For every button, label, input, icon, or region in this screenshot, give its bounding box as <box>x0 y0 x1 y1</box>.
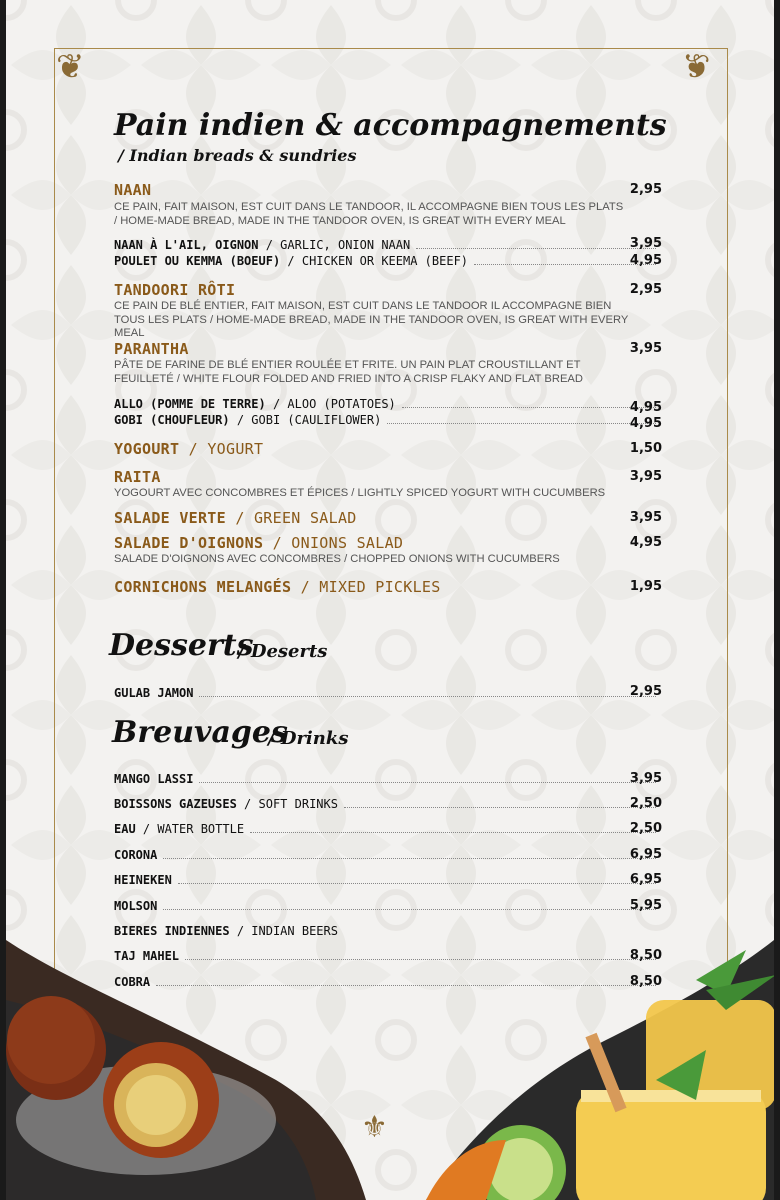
desc-tandoori-roti: CE PAIN DE BLÉ ENTIER, FAIT MAISON, EST CUIT DANS LE TANDOOR IL ACCOMPAGNE BIEN TOUS LES PLATS / HOME-MADE BREAD, MADE IN THE TANDOOR OVEN, IS GREAT WITH EVERY MEAL <box>114 300 629 339</box>
price-heineken: 6,95 <box>629 872 662 887</box>
item-water: EAU / WATER BOTTLE <box>114 822 662 836</box>
price-gulab-jamon: 2,95 <box>629 684 662 699</box>
item-raita: RAITA <box>114 468 161 486</box>
price-parantha-aloo: 4,95 <box>629 400 662 415</box>
item-gulab-jamon: GULAB JAMON <box>114 686 662 700</box>
price-salade-verte: 3,95 <box>629 510 662 525</box>
item-tandoori-roti: TANDOORI RÔTI <box>114 281 236 299</box>
section-subtitle-drinks: / Drinks <box>268 728 349 749</box>
item-parantha-aloo: ALLO (POMME DE TERRE) / ALOO (POTATOES) <box>114 397 662 411</box>
food-photo-area <box>6 940 774 1200</box>
item-salade-verte: SALADE VERTE / GREEN SALAD <box>114 509 357 527</box>
item-indian-beers-heading: BIERES INDIENNES / INDIAN BEERS <box>114 924 338 938</box>
item-yogourt: YOGOURT / YOGURT <box>114 440 264 458</box>
menu-page <box>6 0 774 1200</box>
item-naan-chicken: POULET OU KEMMA (BOEUF) / CHICKEN OR KEEMA (BEEF) <box>114 254 662 268</box>
price-water: 2,50 <box>629 821 662 836</box>
item-mango-lassi: MANGO LASSI <box>114 772 662 786</box>
desc-naan: CE PAIN, FAIT MAISON, EST CUIT DANS LE TANDOOR, IL ACCOMPAGNE BIEN TOUS LES PLATS / HOME-MADE BREAD, MADE IN THE TANDOOR OVEN, IS GREAT WITH EVERY MEAL <box>114 201 624 227</box>
item-molson: MOLSON <box>114 899 662 913</box>
fleur-ornament-icon: ⚜ <box>361 1110 388 1145</box>
price-soft-drinks: 2,50 <box>629 796 662 811</box>
price-salade-oignons: 4,95 <box>629 535 662 550</box>
item-parantha-gobi: GOBI (CHOUFLEUR) / GOBI (CAULIFLOWER) <box>114 413 662 427</box>
price-cobra: 8,50 <box>629 974 662 989</box>
item-cornichons: CORNICHONS MELANGÉS / MIXED PICKLES <box>114 578 441 596</box>
price-cornichons: 1,95 <box>629 579 662 594</box>
item-naan: NAAN <box>114 181 152 199</box>
item-cobra: COBRA <box>114 975 662 989</box>
section-subtitle-desserts: / Deserts <box>238 641 328 662</box>
item-parantha: PARANTHA <box>114 340 189 358</box>
price-mango-lassi: 3,95 <box>629 771 662 786</box>
section-title-drinks: Breuvages <box>112 715 288 750</box>
desc-salade-oignons: SALADE D'OIGNONS AVEC CONCOMBRES / CHOPPED ONIONS WITH CUCUMBERS <box>114 553 560 565</box>
item-soft-drinks: BOISSONS GAZEUSES / SOFT DRINKS <box>114 797 662 811</box>
corner-ornament-icon: ❦ <box>682 47 711 87</box>
price-parantha-gobi: 4,95 <box>629 416 662 431</box>
item-heineken: HEINEKEN <box>114 873 662 887</box>
price-yogourt: 1,50 <box>629 441 662 456</box>
price-taj-mahel: 8,50 <box>629 948 662 963</box>
section-subtitle-breads: / Indian breads & sundries <box>118 146 357 165</box>
desc-raita: YOGOURT AVEC CONCOMBRES ET ÉPICES / LIGHTLY SPICED YOGURT WITH CUCUMBERS <box>114 487 606 499</box>
price-parantha: 3,95 <box>629 341 662 356</box>
price-corona: 6,95 <box>629 847 662 862</box>
desc-parantha: PÂTE DE FARINE DE BLÉ ENTIER ROULÉE ET FRITE. UN PAIN PLAT CROUSTILLANT ET FEUILLETÉ / WHITE FLOUR FOLDED AND FRIED INTO A CRISP FLAKY AND FLAT BREAD <box>114 359 583 385</box>
price-raita: 3,95 <box>629 469 662 484</box>
section-title-desserts: Desserts <box>109 628 254 663</box>
section-title-breads: Pain indien & accompagnements <box>114 108 667 143</box>
item-corona: CORONA <box>114 848 662 862</box>
price-molson: 5,95 <box>629 898 662 913</box>
price-naan-garlic: 3,95 <box>629 236 662 251</box>
price-tandoori-roti: 2,95 <box>629 282 662 297</box>
corner-ornament-icon: ❦ <box>56 47 85 87</box>
item-taj-mahel: TAJ MAHEL <box>114 949 662 963</box>
price-naan: 2,95 <box>629 182 662 197</box>
item-naan-garlic: NAAN À L'AIL, OIGNON / GARLIC, ONION NAAN <box>114 238 662 252</box>
item-salade-oignons: SALADE D'OIGNONS / ONIONS SALAD <box>114 534 404 552</box>
price-naan-chicken: 4,95 <box>629 253 662 268</box>
